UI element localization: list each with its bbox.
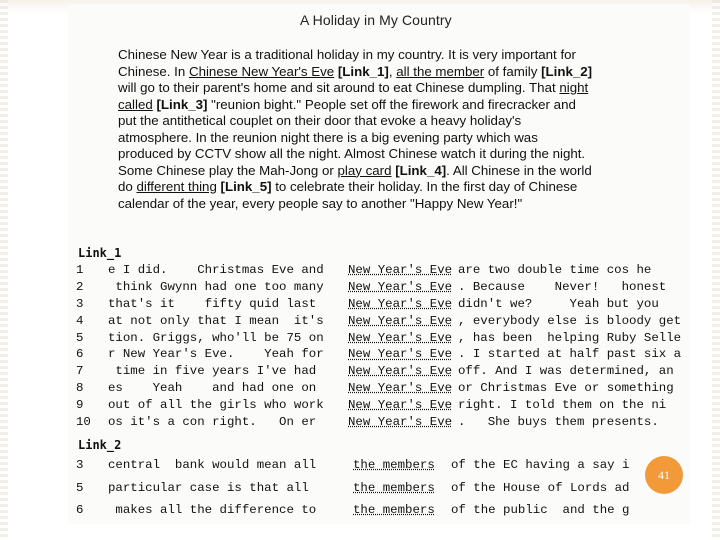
underlined-phrase: different thing xyxy=(136,179,217,194)
line-number: 1 xyxy=(76,263,84,277)
left-context: makes all the difference to xyxy=(108,503,317,517)
concordance-row xyxy=(76,313,681,330)
paragraph-line xyxy=(118,64,698,81)
text-segment: to celebrate their holiday. In the first day of Chinese xyxy=(271,179,578,194)
text-segment: of family xyxy=(484,63,542,79)
left-context: e I did. Christmas Eve and xyxy=(108,263,324,277)
right-context: of the public and the g xyxy=(451,503,630,517)
left-context: that's it fifty quid last xyxy=(108,296,317,311)
line-number: 9 xyxy=(76,398,84,413)
keyword: New Year's Eve xyxy=(348,313,453,328)
left-context: out of all the girls who work xyxy=(108,398,324,413)
underlined-phrase: night xyxy=(559,80,589,95)
concordance-row xyxy=(76,477,629,500)
link1-label: Link_1 xyxy=(78,246,122,260)
scanned-document xyxy=(68,4,690,524)
keyword: the members xyxy=(353,480,435,495)
line-number: 7 xyxy=(76,364,84,379)
left-context: es Yeah and had one on xyxy=(108,381,317,396)
text-segment: "reunion bight." People set off the firework and firecracker and xyxy=(207,96,576,112)
concordance-row xyxy=(76,499,629,522)
text-segment: produced by CCTV show all the night. Almost Chinese watch it during the night. xyxy=(118,146,586,161)
concordance-row xyxy=(76,262,681,279)
keyword: New Year's Eve xyxy=(348,398,453,413)
keyword: New Year's Eve xyxy=(348,263,453,277)
concordance-row xyxy=(76,414,681,431)
underlined-phrase: play card xyxy=(337,162,392,178)
keyword: the members xyxy=(353,503,435,517)
link-marker: [Link_2] xyxy=(541,63,593,79)
right-context: , has been helping Ruby Selle xyxy=(458,330,682,345)
line-number: 5 xyxy=(76,330,84,345)
keyword: New Year's Eve xyxy=(348,415,453,430)
concordance-row xyxy=(76,279,681,296)
concordance-row xyxy=(76,397,681,414)
text-segment: put the antithetical couplet on their door that evoke a heavy holiday's xyxy=(118,113,522,128)
link1-concordance xyxy=(76,262,681,431)
line-number: 3 xyxy=(76,296,84,311)
page-number-badge: 41 xyxy=(645,456,683,494)
right-context: . Because Never! honest xyxy=(458,279,667,294)
left-context: at not only that I mean it's xyxy=(108,313,324,328)
text-segment: . All Chinese in the world xyxy=(446,162,592,178)
line-number: 3 xyxy=(76,458,84,472)
left-context: central bank would mean all xyxy=(108,458,317,472)
link-marker: [Link_4] xyxy=(395,162,447,178)
keyword: the members xyxy=(353,458,435,472)
line-number: 10 xyxy=(76,415,91,430)
right-context: of the House of Lords ad xyxy=(451,480,630,495)
left-context: time in five years I've had xyxy=(108,364,317,379)
underlined-phrase: called xyxy=(118,96,153,112)
link2-label: Link_2 xyxy=(78,438,122,452)
text-segment: atmosphere. In the reunion night there is a big evening party which was xyxy=(118,129,538,145)
paragraph-line xyxy=(118,146,698,163)
right-context: of the EC having a say i xyxy=(451,458,630,472)
line-number: 8 xyxy=(76,381,84,396)
link-marker: [Link_5] xyxy=(220,179,272,194)
paragraph-line xyxy=(118,113,698,130)
paragraph-line xyxy=(118,179,698,196)
text-segment: will go to their parent's home and sit around to eat Chinese dumpling. That xyxy=(118,80,560,95)
keyword: New Year's Eve xyxy=(348,330,453,345)
left-context: tion. Griggs, who'll be 75 on xyxy=(108,330,324,345)
paragraph-line xyxy=(118,80,698,97)
left-context: r New Year's Eve. Yeah for xyxy=(108,347,324,362)
line-number: 2 xyxy=(76,279,84,294)
slide-right-border xyxy=(712,0,720,540)
concordance-row xyxy=(76,363,681,380)
left-context: think Gwynn had one too many xyxy=(108,279,324,294)
concordance-row xyxy=(76,296,681,313)
link-marker: [Link_1] xyxy=(337,63,389,79)
line-number: 4 xyxy=(76,313,84,328)
keyword: New Year's Eve xyxy=(348,347,453,362)
slide-left-border xyxy=(0,0,8,540)
right-context: didn't we? Yeah but you xyxy=(458,296,659,311)
left-context: particular case is that all xyxy=(108,480,309,495)
left-context: os it's a con right. On er xyxy=(108,415,317,430)
right-context: off. And I was determined, an xyxy=(458,364,674,379)
right-context: or Christmas Eve or something xyxy=(458,381,674,396)
document-title: A Holiday in My Country xyxy=(300,12,452,28)
essay-paragraph xyxy=(118,47,698,212)
text-segment: Chinese. In xyxy=(118,63,189,79)
text-segment: do xyxy=(118,179,137,194)
right-context: . She buys them presents. xyxy=(458,415,659,430)
paragraph-line xyxy=(118,47,698,64)
text-segment: , xyxy=(388,63,397,79)
text-segment: calendar of the year, every people say to another "Happy New Year!" xyxy=(118,195,523,211)
right-context: right. I told them on the ni xyxy=(458,398,667,413)
text-segment: Some Chinese play the Mah-Jong or xyxy=(118,162,338,178)
keyword: New Year's Eve xyxy=(348,279,453,294)
right-context: are two double time cos he xyxy=(458,263,652,277)
line-number: 5 xyxy=(76,480,84,495)
concordance-row xyxy=(76,330,681,347)
link-marker: [Link_3] xyxy=(156,96,208,112)
keyword: New Year's Eve xyxy=(348,296,453,311)
concordance-row xyxy=(76,454,629,477)
concordance-row xyxy=(76,346,681,363)
right-context: , everybody else is bloody get xyxy=(458,313,682,328)
paragraph-line xyxy=(118,97,698,114)
paragraph-line xyxy=(118,196,698,213)
paragraph-line xyxy=(118,130,698,147)
right-context: . I started at half past six a xyxy=(458,347,682,362)
concordance-row xyxy=(76,380,681,397)
underlined-phrase: Chinese New Year's Eve xyxy=(188,63,335,79)
line-number: 6 xyxy=(76,347,84,362)
paragraph-line xyxy=(118,163,698,180)
keyword: New Year's Eve xyxy=(348,364,453,379)
link2-concordance xyxy=(76,454,629,522)
underlined-phrase: all the member xyxy=(396,63,485,79)
keyword: New Year's Eve xyxy=(348,381,453,396)
text-segment: Chinese New Year is a traditional holiday in my country. It is very important for xyxy=(118,47,576,62)
line-number: 6 xyxy=(76,503,84,517)
